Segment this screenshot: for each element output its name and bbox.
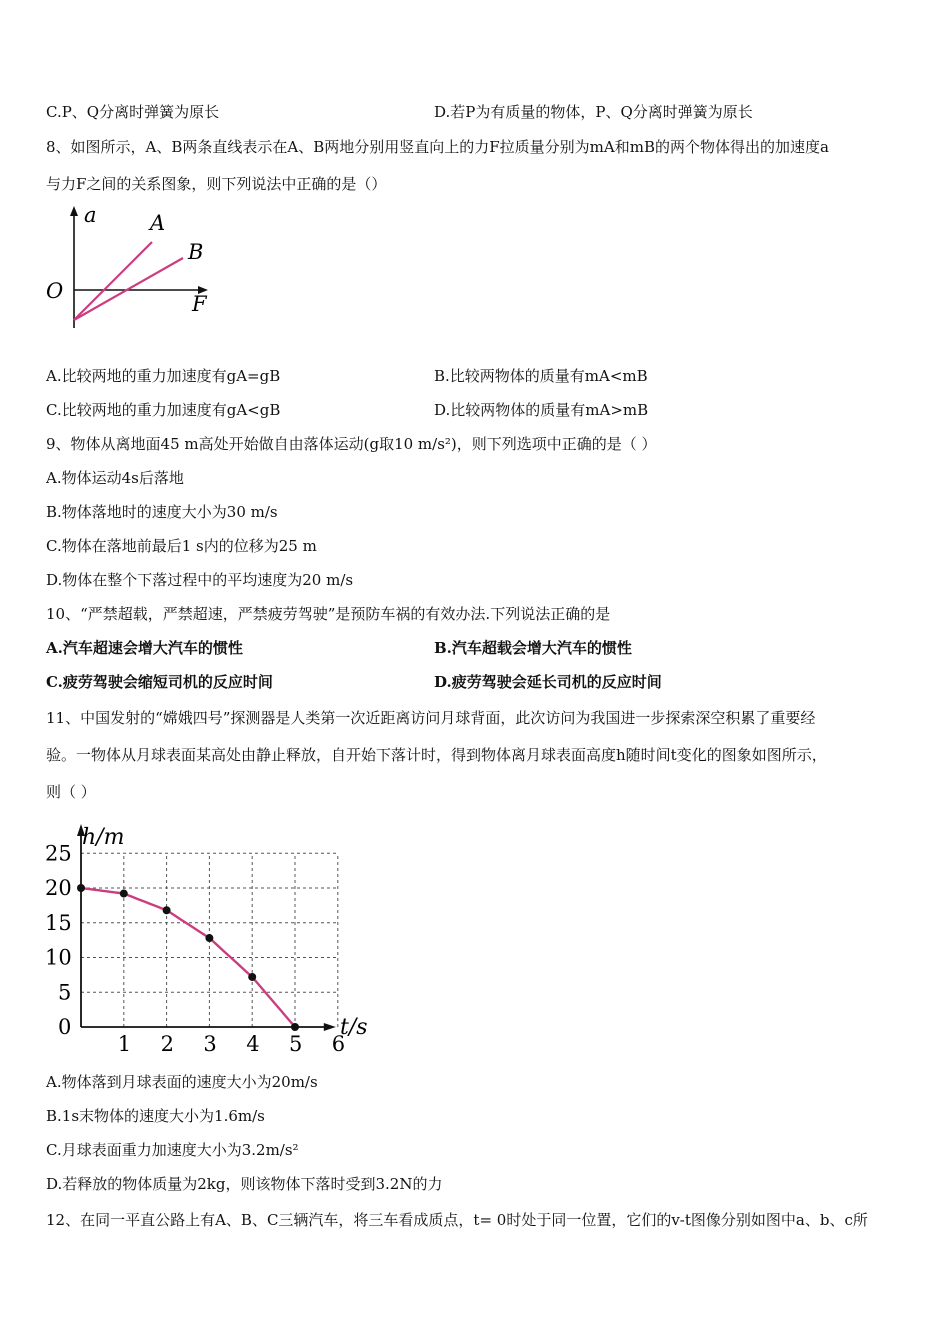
q11-x-tick-label: 6: [331, 1032, 346, 1056]
q8-y-arrow: [70, 206, 78, 216]
q8-option-b: B.比较两物体的质量有mA<mB: [434, 367, 648, 385]
q8-option-d: D.比较两物体的质量有mA>mB: [434, 401, 649, 419]
q8-graph: [40, 200, 225, 345]
q11-x-tick-label: 2: [160, 1032, 174, 1056]
q11-x-tick-label: 5: [289, 1032, 303, 1056]
q9-option-c: C.物体在落地前最后1 s内的位移为25 m: [46, 537, 317, 555]
q8-stem-line1: 8、如图所示，A、B两条直线表示在A、B两地分别用竖直向上的力F拉质量分别为mA和mB的两个物体得出的加速度a: [46, 138, 829, 156]
q8-x-label: F: [192, 292, 207, 316]
q7-option-d: D.若P为有质量的物体，P、Q分离时弹簧为原长: [434, 103, 753, 121]
q11-data-point: [77, 884, 85, 892]
q12-stem-line1: 12、在同一平直公路上有A、B、C三辆汽车，将三车看成质点，t= 0时处于同一位置，它们的v-t图像分别如图中a、b、c所: [46, 1211, 868, 1229]
q8-option-a: A.比较两地的重力加速度有gA=gB: [46, 367, 281, 385]
q11-stem-line2: 验。一物体从月球表面某高处由静止释放，自开始下落计时，得到物体离月球表面高度h随时间t变化的图象如图所示，: [46, 746, 827, 764]
q11-option-d: D.若释放的物体质量为2kg，则该物体下落时受到3.2N的力: [46, 1175, 443, 1193]
q11-y-tick-label: 0: [58, 1015, 72, 1039]
q11-stem-line3: 则（ ）: [46, 783, 96, 801]
q8-origin-label: O: [46, 279, 64, 303]
q11-data-point: [120, 890, 128, 898]
q11-option-c: C.月球表面重力加速度大小为3.2m/s²: [46, 1141, 299, 1159]
q11-y-tick-label: 10: [45, 945, 72, 970]
q10-option-a: A.汽车超速会增大汽车的惯性: [46, 639, 243, 657]
q11-y-tick-label: 20: [45, 876, 72, 900]
q8-y-label: a: [84, 203, 97, 227]
q11-option-a: A.物体落到月球表面的速度大小为20m/s: [46, 1073, 318, 1091]
q9-option-b: B.物体落地时的速度大小为30 m/s: [46, 503, 278, 521]
q11-x-tick-label: 3: [203, 1032, 217, 1056]
q10-option-b: B.汽车超载会增大汽车的惯性: [434, 639, 632, 657]
q10-option-d: D.疲劳驾驶会延长司机的反应时间: [434, 673, 662, 691]
q11-y-tick-label: 15: [45, 910, 72, 935]
q9-option-a: A.物体运动4s后落地: [46, 469, 184, 487]
q11-chart: [40, 820, 380, 1060]
q8-line-b-label: B: [188, 240, 204, 264]
q11-data-point: [205, 934, 213, 942]
q11-y-tick-label: 25: [45, 841, 72, 866]
q11-y-tick-label: 5: [58, 980, 72, 1005]
q11-data-points: [77, 884, 299, 1031]
q9-stem: 9、物体从离地面45 m高处开始做自由落体运动(g取10 m/s²)，则下列选项中正确的是（ ）: [46, 435, 657, 453]
q8-option-c: C.比较两地的重力加速度有gA<gB: [46, 401, 281, 419]
q11-axes: [77, 824, 336, 1031]
q8-line-a: [74, 242, 152, 320]
q8-line-b: [74, 258, 183, 320]
q8-line-a-label: A: [150, 211, 166, 235]
q8-stem-line2: 与力F之间的关系图象，则下列说法中正确的是（）: [46, 175, 387, 193]
q11-data-point: [291, 1023, 299, 1031]
q10-option-c: C.疲劳驾驶会缩短司机的反应时间: [46, 673, 273, 691]
q11-option-b: B.1s末物体的速度大小为1.6m/s: [46, 1107, 265, 1125]
q11-tick-labels: [45, 841, 345, 1056]
q10-stem: 10、“严禁超载，严禁超速，严禁疲劳驾驶”是预防车祸的有效办法.下列说法正确的是: [46, 605, 611, 623]
q11-data-point: [248, 973, 256, 981]
q11-x-tick-label: 4: [246, 1032, 260, 1056]
q11-data-point: [163, 906, 171, 914]
q7-option-c: C.P、Q分离时弹簧为原长: [46, 103, 220, 121]
q11-y-axis-label: h/m: [82, 825, 125, 850]
q11-x-tick-label: 1: [117, 1032, 132, 1056]
q11-x-arrow: [324, 1023, 336, 1031]
q11-stem-line1: 11、中国发射的“嫦娥四号”探测器是人类第一次近距离访问月球背面，此次访问为我国进一步探索深空积累了重要经: [46, 709, 816, 727]
q11-x-axis-label: t/s: [340, 1015, 368, 1040]
q9-option-d: D.物体在整个下落过程中的平均速度为20 m/s: [46, 571, 354, 589]
